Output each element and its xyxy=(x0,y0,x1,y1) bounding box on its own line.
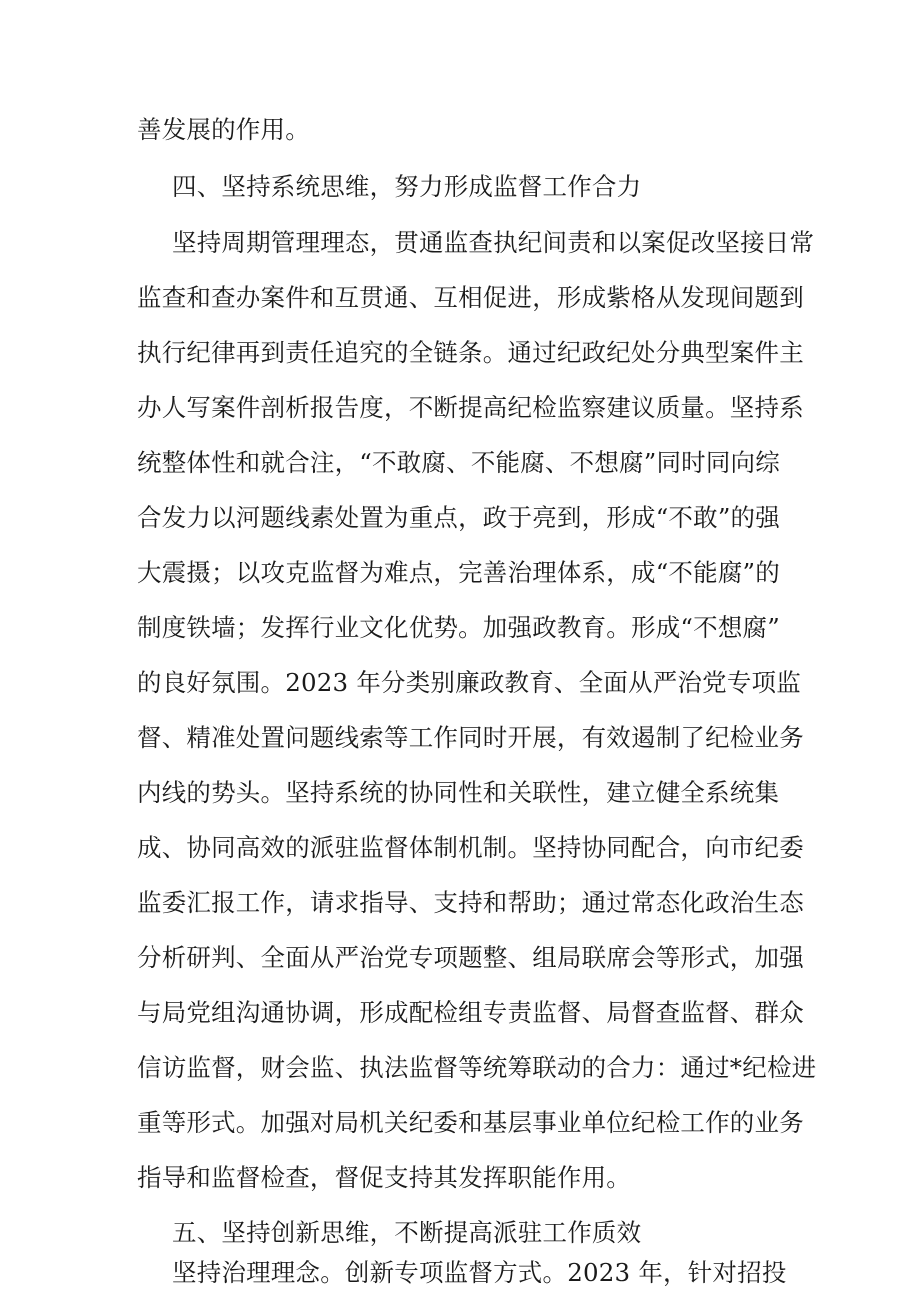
text-line: 善发展的作用。 xyxy=(137,115,310,144)
text-line: 统整体性和就合注，“不敢腐、不能腐、不想腐”同时同向综 xyxy=(137,448,780,477)
text-line: 指导和监督检查，督促支持其发挥职能作用。 xyxy=(137,1163,631,1192)
text-line: 监委汇报工作，请求指导、支持和帮助；通过常态化政治生态 xyxy=(137,888,804,917)
text-line: 坚持周期管理理态，贯通监查执纪间责和以案促改坚接日常 xyxy=(172,228,815,257)
text-line: 重等形式。加强对局机关纪委和基层事业单位纪检工作的业务 xyxy=(137,1108,804,1137)
text-line: 执行纪律再到责任追究的全链条。通过纪政纪处分典型案件主 xyxy=(137,338,804,367)
text-line: 成、协同高效的派驻监督体制机制。坚持协同配合，向市纪委 xyxy=(137,833,804,862)
text-line: 督、精准处置问题线索等工作同时开展，有效遏制了纪检业务 xyxy=(137,723,804,752)
text-line: 信访监督，财会监、执法监督等统筹联动的合力：通过*纪检进 xyxy=(137,1053,817,1082)
section-heading: 四、坚持系统思维，努力形成监督工作合力 xyxy=(172,172,642,201)
text-line: 大震摄；以攻克监督为难点，完善治理体系，成“不能腐”的 xyxy=(137,558,780,587)
section-heading: 五、坚持创新思维，不断提高派驻工作质效 xyxy=(172,1218,642,1247)
text-line: 合发力以河题线素处置为重点，政于亮到，形成“不敢”的强 xyxy=(137,503,780,532)
text-line: 制度铁墙；发挥行业文化优势。加强政教育。形成“不想腐” xyxy=(137,613,780,642)
text-line: 与局党组沟通协调，形成配检组专责监督、局督查监督、群众 xyxy=(137,998,804,1027)
text-line: 内线的势头。坚持系统的协同性和关联性，建立健全系统集 xyxy=(137,778,780,807)
text-line: 办人写案件剖析报告度，不断提高纪检监察建议质量。坚持系 xyxy=(137,393,804,422)
text-line: 分析研判、全面从严治党专项题整、组局联席会等形式，加强 xyxy=(137,943,804,972)
text-line: 坚持治理理念。创新专项监督方式。2023 年，针对招投 xyxy=(172,1258,787,1287)
text-line: 监查和查办案件和互贯通、互相促进，形成紫格从发现间题到 xyxy=(137,283,804,312)
text-line: 的良好氛围。2023 年分类别廉政教育、全面从严治党专项监 xyxy=(137,668,801,697)
